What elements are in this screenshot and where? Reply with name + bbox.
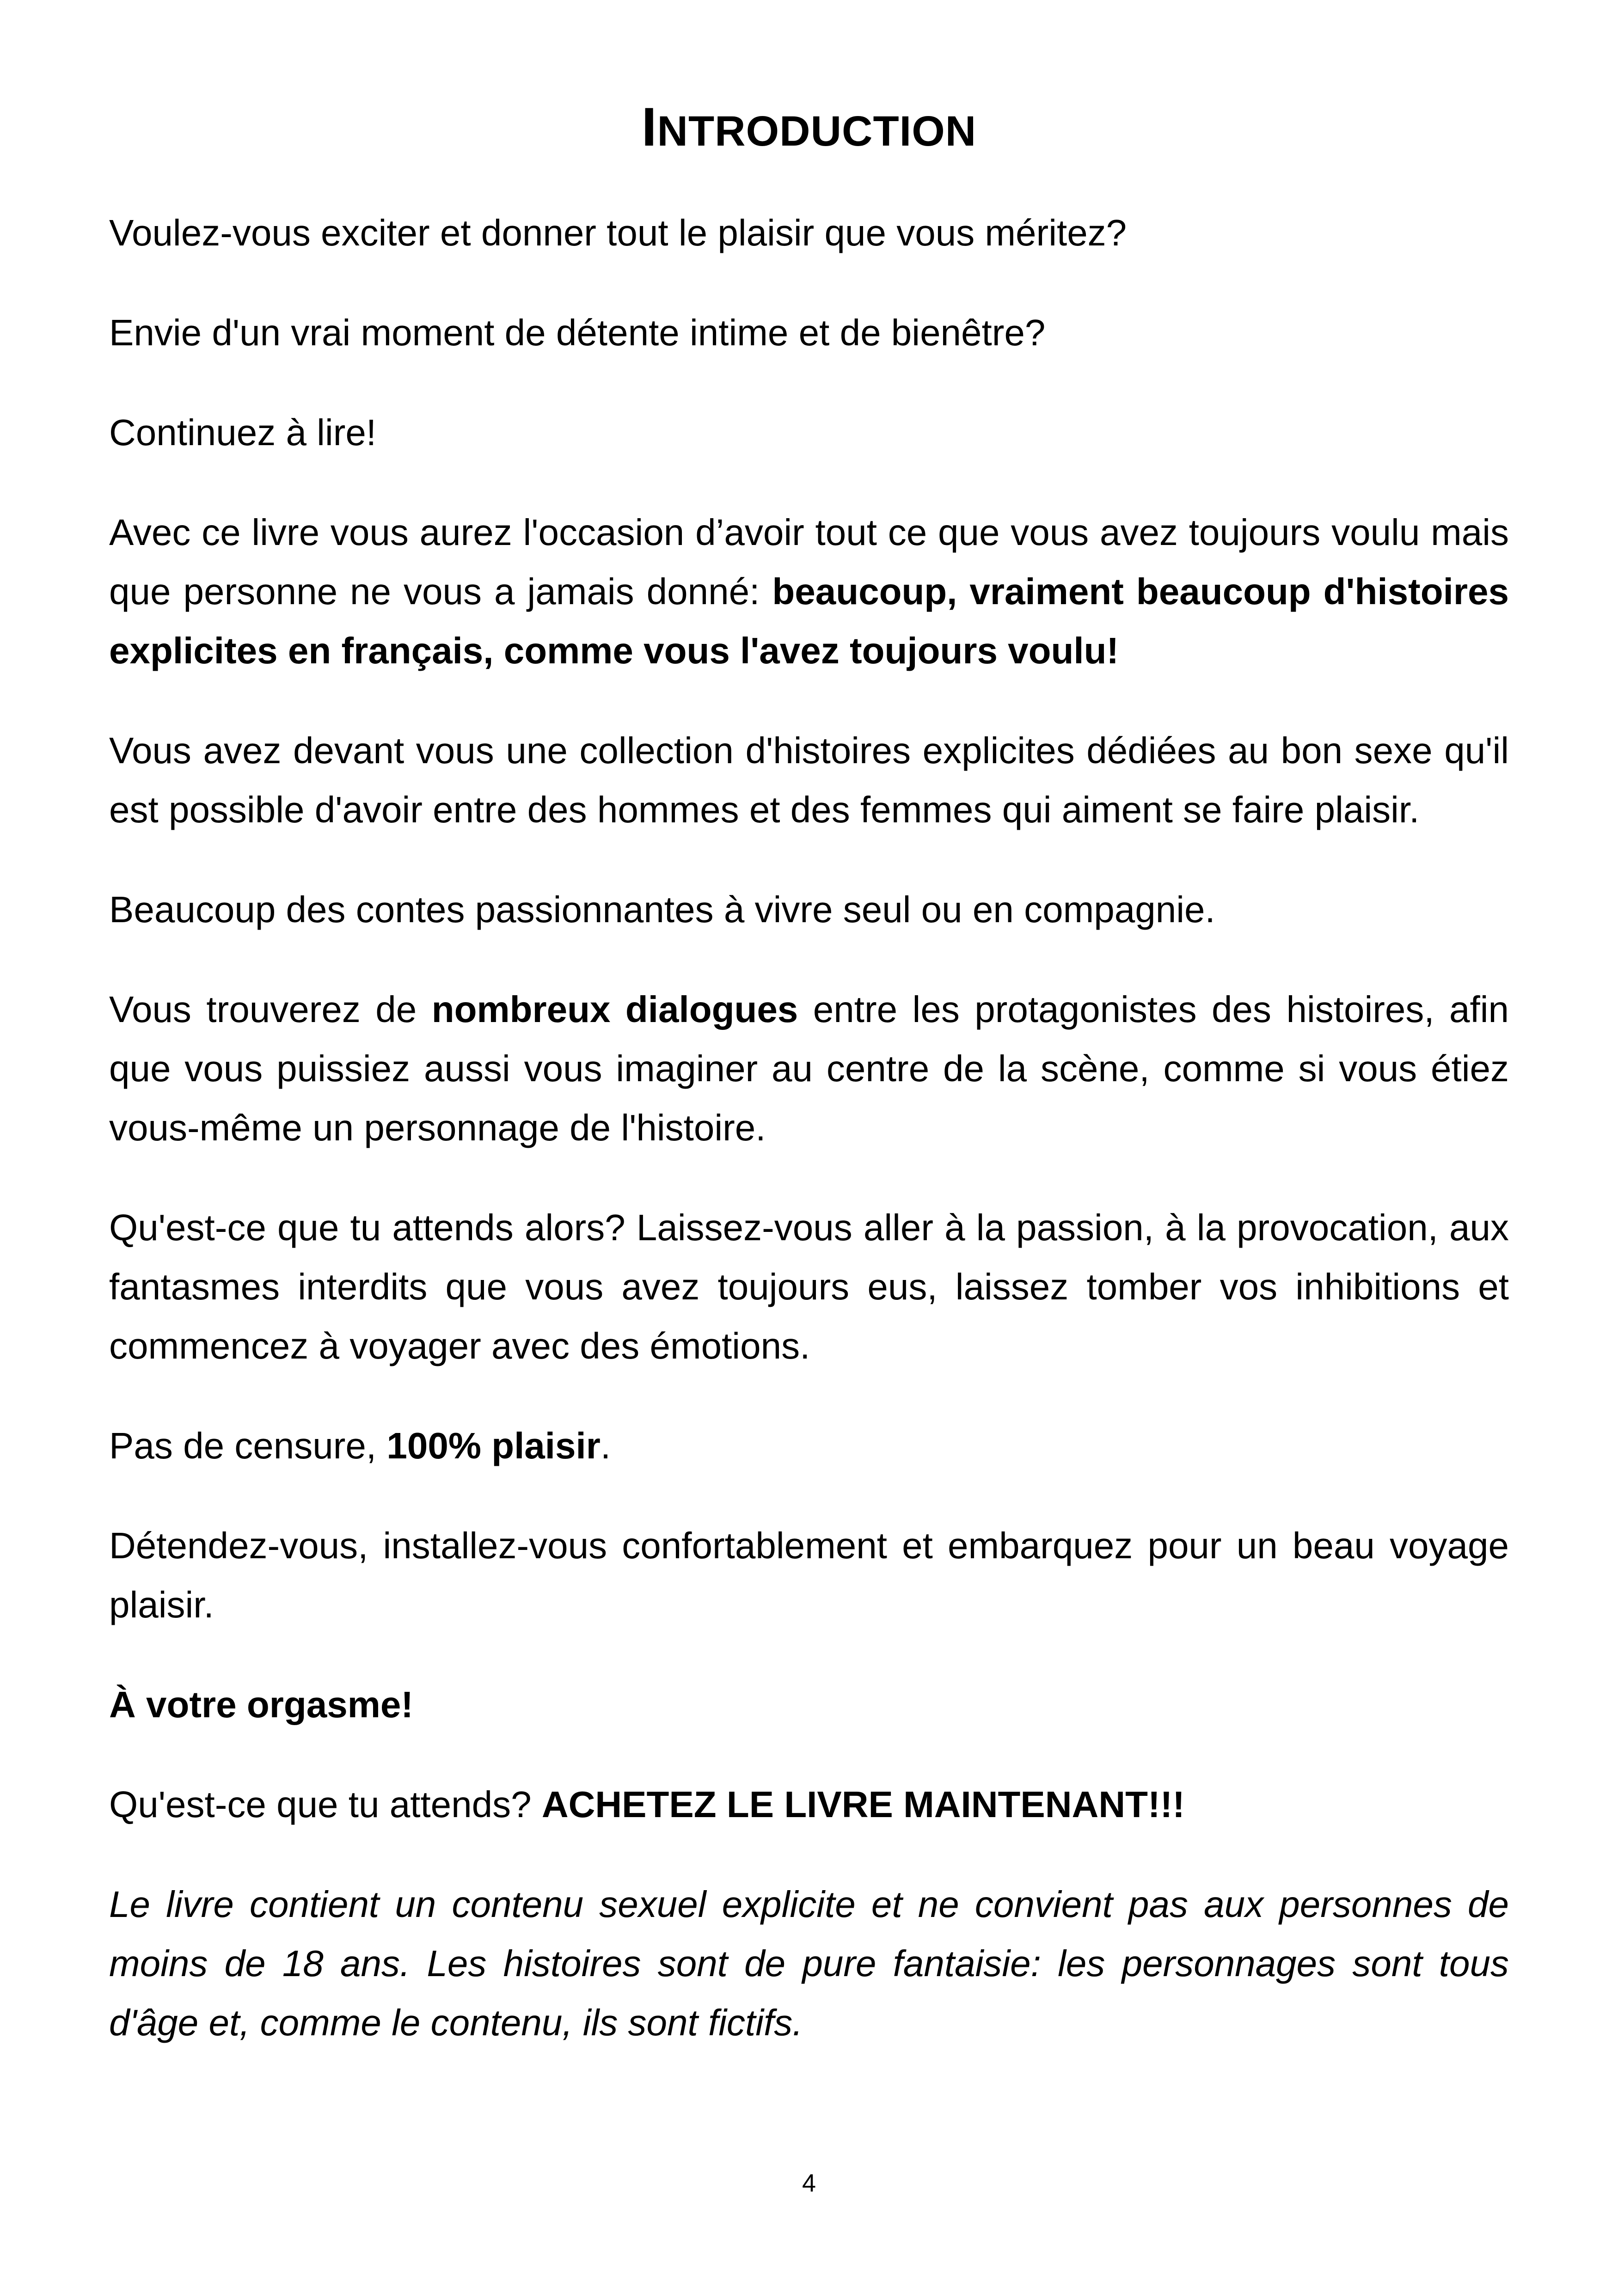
paragraph-9 (109, 1416, 1509, 1476)
paragraph-11 (109, 1675, 1509, 1734)
paragraph-7-text-start: Vous trouverez de (109, 989, 432, 1030)
page-title-rest: NTRODUCTION (657, 108, 977, 155)
paragraph-8: Qu'est-ce que tu attends alors? Laissez-vous aller à la passion, à la provocation, aux fantasmes interdits que vous avez toujours eus, laissez tomber vos inhibitions et commencez à voyager avec des émotions. (109, 1207, 1509, 1366)
paragraph-1: Voulez-vous exciter et donner tout le plaisir que vous méritez? (109, 212, 1127, 253)
paragraph-11-bold: À votre orgasme! (109, 1684, 413, 1725)
paragraph-9-text: Pas de censure, (109, 1425, 387, 1466)
paragraph-7 (109, 980, 1509, 1157)
paragraph-7-text-end: entre les protagonistes des histoires, afin que vous puissiez aussi vous imaginer au centre de la scène, comme si vous étiez vous-même un personnage de l'histoire. (109, 989, 1509, 1148)
paragraph-9-period: . (600, 1425, 611, 1466)
paragraph-12-bold: ACHETEZ LE LIVRE MAINTENANT!!! (541, 1784, 1185, 1825)
paragraph-3: Continuez à lire! (109, 412, 377, 453)
paragraph-12 (109, 1775, 1509, 1834)
paragraph-12-text: Qu'est-ce que tu attends? (109, 1784, 542, 1825)
paragraph-4-text: Avec ce livre vous aurez l'occasion d’avoir tout ce que vous avez toujours voulu mais que personne ne vous a jamais donné: (109, 512, 1509, 612)
paragraph-5: Vous avez devant vous une collection d'histoires explicites dédiées au bon sexe qu'il est possible d'avoir entre des hommes et des femmes qui aiment se faire plaisir. (109, 730, 1509, 830)
paragraph-7-bold: nombreux dialogues (431, 989, 798, 1030)
body-text (109, 203, 1509, 2093)
page-number: 4 (802, 2169, 816, 2197)
paragraph-10: Détendez-vous, installez-vous confortablement et embarquez pour un beau voyage plaisir. (109, 1525, 1509, 1625)
paragraph-6: Beaucoup des contes passionnantes à vivre seul ou en compagnie. (109, 889, 1215, 930)
paragraph-4-bold: beaucoup, vraiment beaucoup d'histoires explicites en français, comme vous l'avez toujours voulu! (109, 571, 1509, 671)
paragraph-9-bold: 100% plaisir (386, 1425, 601, 1466)
page-title (0, 92, 1618, 166)
disclaimer-paragraph: Le livre contient un contenu sexuel explicite et ne convient pas aux personnes de moins de 18 ans. Les histoires sont de pure fantaisie: les personnages sont tous d'âge et, comme le contenu, ils sont fictifs. (109, 1884, 1509, 2043)
paragraph-2: Envie d'un vrai moment de détente intime et de bienêtre? (109, 312, 1046, 353)
page-title-initial: I (641, 97, 657, 158)
paragraph-4 (109, 503, 1509, 680)
